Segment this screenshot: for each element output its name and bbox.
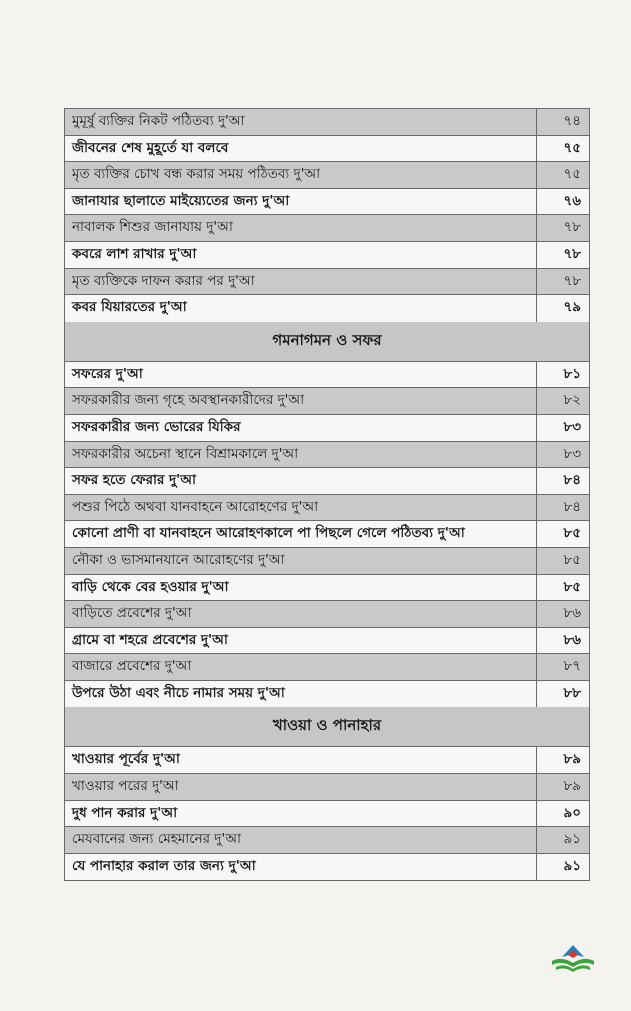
toc-entry-page: ৮৫ bbox=[563, 551, 581, 568]
toc-entry-page: ৮৮ bbox=[563, 684, 581, 701]
toc-entry-page: ৮৬ bbox=[563, 605, 581, 622]
toc-entry-page: ৭৮ bbox=[563, 272, 581, 289]
toc-entry-title: নৌকা ও ভাসমানযানে আরোহণের দু'আ bbox=[65, 548, 537, 574]
toc-entry-page: ৮৫ bbox=[563, 578, 581, 595]
toc-entry-page: ৮৯ bbox=[563, 778, 581, 795]
toc-entry-page: ৭৪ bbox=[563, 113, 581, 129]
toc-entry-page: ৭৫ bbox=[563, 166, 581, 183]
toc-entry-title: জানাযার ছালাতে মাইয়্যেতের জন্য দু'আ bbox=[65, 189, 537, 215]
toc-row bbox=[65, 747, 589, 774]
toc-row bbox=[65, 548, 589, 575]
toc-row bbox=[65, 162, 589, 189]
section-heading-travel: গমনাগমন ও সফর bbox=[65, 322, 589, 362]
toc-entry-page: ৯০ bbox=[563, 804, 581, 821]
toc-row bbox=[65, 109, 589, 136]
toc-entry-title: কবরে লাশ রাখার দু'আ bbox=[65, 242, 537, 268]
toc-entry-page: ৭৮ bbox=[563, 245, 581, 262]
group-death-duas bbox=[65, 109, 589, 322]
toc-row bbox=[65, 495, 589, 522]
toc-entry-title: খাওয়ার পূর্বের দু'আ bbox=[65, 747, 537, 773]
toc-entry-page: ৯১ bbox=[563, 857, 581, 874]
toc-row bbox=[65, 442, 589, 469]
toc-entry-title: নাবালক শিশুর জানাযায় দু'আ bbox=[65, 215, 537, 241]
toc-entry-title: মৃত ব্যক্তির চোখ বন্ধ করার সময় পঠিতব্য দু'আ bbox=[65, 162, 537, 188]
toc-entry-title: সফরের দু'আ bbox=[65, 362, 537, 388]
toc-entry-title: পশুর পিঠে অথবা যানবাহনে আরোহণের দু'আ bbox=[65, 495, 537, 521]
toc-entry-title: জীবনের শেষ মুহূর্তে যা বলবে bbox=[65, 136, 537, 162]
toc-row bbox=[65, 468, 589, 495]
toc-entry-title: উপরে উঠা এবং নীচে নামার সময় দু'আ bbox=[65, 681, 537, 708]
toc-entry-page: ৮৩ bbox=[563, 445, 581, 462]
toc-row bbox=[65, 827, 589, 854]
toc-entry-page: ৮১ bbox=[563, 365, 581, 382]
toc-row bbox=[65, 362, 589, 389]
toc-entry-page: ৮৭ bbox=[563, 658, 581, 675]
toc-row bbox=[65, 388, 589, 415]
toc-entry-title: সফরকারীর অচেনা স্থানে বিশ্রামকালে দু'আ bbox=[65, 442, 537, 468]
toc-row bbox=[65, 575, 589, 602]
toc-entry-page: ৮৪ bbox=[563, 472, 581, 489]
toc-entry-title: যে পানাহার করাল তার জন্য দু'আ bbox=[65, 854, 537, 881]
toc-entry-page: ৭৫ bbox=[563, 139, 581, 156]
toc-row bbox=[65, 681, 589, 708]
toc-entry-page: ৭৯ bbox=[563, 299, 581, 316]
toc-entry-title: বাজারে প্রবেশের দু'আ bbox=[65, 654, 537, 680]
toc-row bbox=[65, 654, 589, 681]
toc-row bbox=[65, 269, 589, 296]
group-food-duas bbox=[65, 747, 589, 880]
toc-row bbox=[65, 521, 589, 548]
toc-entry-title: সফরকারীর জন্য গৃহে অবস্থানকারীদের দু'আ bbox=[65, 388, 537, 414]
toc-row bbox=[65, 189, 589, 216]
toc-row bbox=[65, 854, 589, 881]
toc-entry-page: ৮৫ bbox=[563, 525, 581, 542]
toc-entry-page: ৮৪ bbox=[563, 498, 581, 515]
toc-row bbox=[65, 801, 589, 828]
toc-row bbox=[65, 136, 589, 163]
toc-row bbox=[65, 628, 589, 655]
toc-row bbox=[65, 215, 589, 242]
publisher-logo-icon bbox=[548, 941, 598, 975]
group-travel-duas bbox=[65, 362, 589, 708]
toc-entry-page: ৮৩ bbox=[563, 418, 581, 435]
toc-entry-title: মুমূর্ষু ব্যক্তির নিকট পঠিতব্য দু'আ bbox=[65, 109, 537, 135]
toc-entry-page: ৮৯ bbox=[563, 751, 581, 768]
toc-entry-title: সফর হতে ফেরার দু'আ bbox=[65, 468, 537, 494]
toc-row bbox=[65, 295, 589, 322]
toc-entry-page: ৮২ bbox=[563, 392, 581, 409]
toc-entry-title: কবর যিয়ারতের দু'আ bbox=[65, 295, 537, 322]
toc-entry-page: ৭৮ bbox=[563, 219, 581, 236]
toc-entry-page: ৮৬ bbox=[563, 631, 581, 648]
toc-entry-title: দুধ পান করার দু'আ bbox=[65, 801, 537, 827]
toc-row bbox=[65, 242, 589, 269]
toc-entry-title: গ্রামে বা শহরে প্রবেশের দু'আ bbox=[65, 628, 537, 654]
toc-row bbox=[65, 415, 589, 442]
toc-entry-title: মেযবানের জন্য মেহমানের দু'আ bbox=[65, 827, 537, 853]
toc-entry-title: সফরকারীর জন্য ভোরের যিকির bbox=[65, 415, 537, 441]
toc-row bbox=[65, 774, 589, 801]
toc-entry-title: বাড়ি থেকে বের হওয়ার দু'আ bbox=[65, 575, 537, 601]
toc-row bbox=[65, 601, 589, 628]
toc-entry-page: ৯১ bbox=[563, 831, 581, 848]
table-of-contents bbox=[64, 108, 590, 881]
toc-entry-title: মৃত ব্যক্তিকে দাফন করার পর দু'আ bbox=[65, 269, 537, 295]
toc-entry-title: খাওয়ার পরের দু'আ bbox=[65, 774, 537, 800]
toc-entry-title: বাড়িতে প্রবেশের দু'আ bbox=[65, 601, 537, 627]
toc-entry-page: ৭৬ bbox=[563, 192, 581, 209]
section-heading-food: খাওয়া ও পানাহার bbox=[65, 707, 589, 747]
toc-entry-title: কোনো প্রাণী বা যানবাহনে আরোহণকালে পা পিছলে গেলে পঠিতব্য দু'আ bbox=[65, 521, 537, 547]
